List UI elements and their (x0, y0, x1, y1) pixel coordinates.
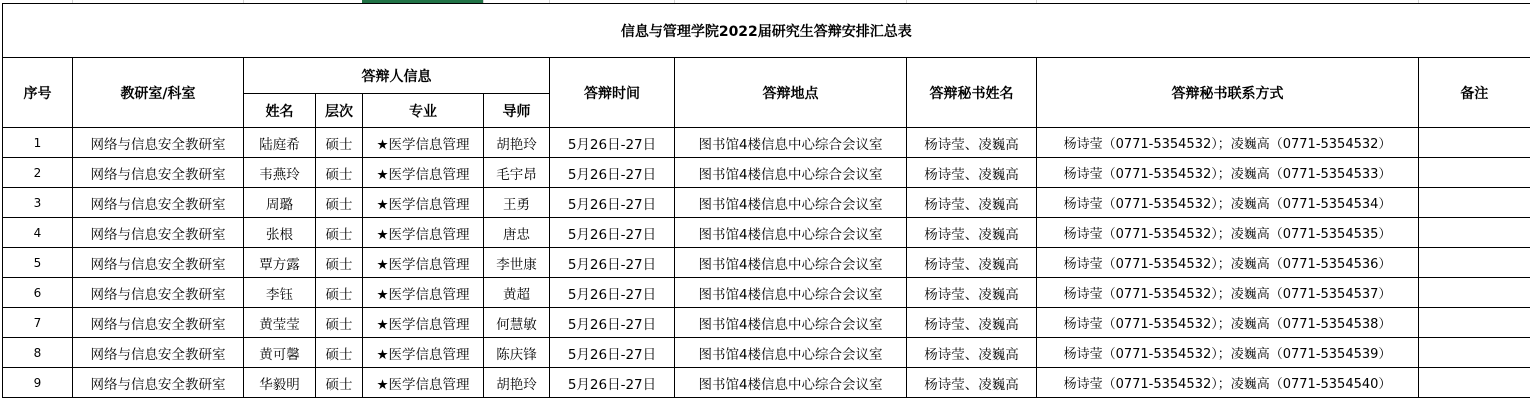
header-remark[interactable]: 备注 (1419, 58, 1530, 128)
cell-secretary[interactable]: 杨诗莹、凌巍高 (907, 218, 1037, 248)
cell-time[interactable]: 5月26日-27日 (550, 128, 675, 158)
cell-name[interactable]: 黄可馨 (244, 338, 316, 368)
cell-dept[interactable]: 网络与信息安全教研室 (73, 338, 244, 368)
cell-secretary[interactable]: 杨诗莹、凌巍高 (907, 128, 1037, 158)
header-location[interactable]: 答辩地点 (675, 58, 907, 128)
cell-remark[interactable] (1419, 338, 1530, 368)
cell-seq[interactable]: 9 (3, 368, 73, 398)
cell-dept[interactable]: 网络与信息安全教研室 (73, 278, 244, 308)
cell-level[interactable]: 硕士 (316, 128, 363, 158)
cell-secretary[interactable]: 杨诗莹、凌巍高 (907, 248, 1037, 278)
cell-secretary[interactable]: 杨诗莹、凌巍高 (907, 278, 1037, 308)
cell-level[interactable]: 硕士 (316, 308, 363, 338)
cell-location[interactable]: 图书馆4楼信息中心综合会议室 (675, 188, 907, 218)
cell-location[interactable]: 图书馆4楼信息中心综合会议室 (675, 338, 907, 368)
cell-location[interactable]: 图书馆4楼信息中心综合会议室 (675, 128, 907, 158)
cell-contact[interactable]: 杨诗莹（0771-5354532）；凌巍高（0771-5354532） (1037, 128, 1419, 158)
cell-dept[interactable]: 网络与信息安全教研室 (73, 248, 244, 278)
header-advisor[interactable]: 导师 (484, 94, 550, 128)
cell-name[interactable]: 周璐 (244, 188, 316, 218)
cell-location[interactable]: 图书馆4楼信息中心综合会议室 (675, 278, 907, 308)
cell-contact[interactable]: 杨诗莹（0771-5354532）；凌巍高（0771-5354538） (1037, 308, 1419, 338)
defense-schedule-table (2, 3, 1530, 398)
table-row (3, 248, 1530, 278)
cell-level[interactable]: 硕士 (316, 188, 363, 218)
cell-contact[interactable]: 杨诗莹（0771-5354532）；凌巍高（0771-5354539） (1037, 338, 1419, 368)
cell-contact[interactable]: 杨诗莹（0771-5354532）；凌巍高（0771-5354534） (1037, 188, 1419, 218)
cell-advisor[interactable]: 胡艳玲 (484, 368, 550, 398)
cell-name[interactable]: 张根 (244, 218, 316, 248)
cell-name[interactable]: 陆庭希 (244, 128, 316, 158)
cell-time[interactable]: 5月26日-27日 (550, 308, 675, 338)
cell-advisor[interactable]: 陈庆锋 (484, 338, 550, 368)
cell-location[interactable]: 图书馆4楼信息中心综合会议室 (675, 218, 907, 248)
table-row (3, 158, 1530, 188)
cell-seq[interactable]: 3 (3, 188, 73, 218)
cell-level[interactable]: 硕士 (316, 368, 363, 398)
header-major[interactable]: 专业 (363, 94, 484, 128)
table-row (3, 368, 1530, 398)
header-time[interactable]: 答辩时间 (550, 58, 675, 128)
cell-name[interactable]: 韦燕玲 (244, 158, 316, 188)
sheet-title[interactable]: 信息与管理学院2022届研究生答辩安排汇总表 (3, 4, 1530, 58)
table-row (3, 278, 1530, 308)
cell-advisor[interactable]: 王勇 (484, 188, 550, 218)
cell-level[interactable]: 硕士 (316, 158, 363, 188)
cell-remark[interactable] (1419, 278, 1530, 308)
cell-secretary[interactable]: 杨诗莹、凌巍高 (907, 338, 1037, 368)
cell-time[interactable]: 5月26日-27日 (550, 278, 675, 308)
header-dept[interactable]: 教研室/科室 (73, 58, 244, 128)
cell-remark[interactable] (1419, 188, 1530, 218)
cell-contact[interactable]: 杨诗莹（0771-5354532）；凌巍高（0771-5354536） (1037, 248, 1419, 278)
table-row (3, 338, 1530, 368)
cell-remark[interactable] (1419, 248, 1530, 278)
cell-remark[interactable] (1419, 128, 1530, 158)
header-name[interactable]: 姓名 (244, 94, 316, 128)
cell-location[interactable]: 图书馆4楼信息中心综合会议室 (675, 368, 907, 398)
cell-dept[interactable]: 网络与信息安全教研室 (73, 308, 244, 338)
table-row (3, 128, 1530, 158)
cell-dept[interactable]: 网络与信息安全教研室 (73, 368, 244, 398)
header-defender-info[interactable]: 答辩人信息 (244, 58, 550, 94)
cell-dept[interactable]: 网络与信息安全教研室 (73, 158, 244, 188)
cell-secretary[interactable]: 杨诗莹、凌巍高 (907, 158, 1037, 188)
cell-advisor[interactable]: 胡艳玲 (484, 128, 550, 158)
cell-major[interactable]: ★医学信息管理 (363, 368, 484, 398)
cell-seq[interactable]: 4 (3, 218, 73, 248)
cell-advisor[interactable]: 毛宇昂 (484, 158, 550, 188)
cell-major[interactable]: ★医学信息管理 (363, 248, 484, 278)
cell-major[interactable]: ★医学信息管理 (363, 158, 484, 188)
cell-remark[interactable] (1419, 218, 1530, 248)
cell-advisor[interactable]: 黄超 (484, 278, 550, 308)
cell-time[interactable]: 5月26日-27日 (550, 248, 675, 278)
cell-level[interactable]: 硕士 (316, 218, 363, 248)
cell-level[interactable]: 硕士 (316, 278, 363, 308)
header-level[interactable]: 层次 (316, 94, 363, 128)
cell-seq[interactable]: 6 (3, 278, 73, 308)
header-contact[interactable]: 答辩秘书联系方式 (1037, 58, 1419, 128)
table-row (3, 188, 1530, 218)
cell-time[interactable]: 5月26日-27日 (550, 368, 675, 398)
cell-advisor[interactable]: 唐忠 (484, 218, 550, 248)
cell-contact[interactable]: 杨诗莹（0771-5354532）；凌巍高（0771-5354535） (1037, 218, 1419, 248)
cell-major[interactable]: ★医学信息管理 (363, 338, 484, 368)
cell-advisor[interactable]: 何慧敏 (484, 308, 550, 338)
header-seq[interactable]: 序号 (3, 58, 73, 128)
cell-advisor[interactable]: 李世康 (484, 248, 550, 278)
cell-secretary[interactable]: 杨诗莹、凌巍高 (907, 368, 1037, 398)
cell-dept[interactable]: 网络与信息安全教研室 (73, 218, 244, 248)
cell-major[interactable]: ★医学信息管理 (363, 308, 484, 338)
cell-time[interactable]: 5月26日-27日 (550, 218, 675, 248)
cell-seq[interactable]: 2 (3, 158, 73, 188)
cell-name[interactable]: 黄莹莹 (244, 308, 316, 338)
cell-name[interactable]: 覃方露 (244, 248, 316, 278)
cell-location[interactable]: 图书馆4楼信息中心综合会议室 (675, 158, 907, 188)
header-secretary[interactable]: 答辩秘书姓名 (907, 58, 1037, 128)
cell-remark[interactable] (1419, 368, 1530, 398)
cell-dept[interactable]: 网络与信息安全教研室 (73, 188, 244, 218)
cell-location[interactable]: 图书馆4楼信息中心综合会议室 (675, 248, 907, 278)
cell-time[interactable]: 5月26日-27日 (550, 188, 675, 218)
cell-secretary[interactable]: 杨诗莹、凌巍高 (907, 188, 1037, 218)
cell-seq[interactable]: 8 (3, 338, 73, 368)
cell-contact[interactable]: 杨诗莹（0771-5354532）；凌巍高（0771-5354540） (1037, 368, 1419, 398)
cell-contact[interactable]: 杨诗莹（0771-5354532）；凌巍高（0771-5354537） (1037, 278, 1419, 308)
cell-name[interactable]: 华毅明 (244, 368, 316, 398)
cell-location[interactable]: 图书馆4楼信息中心综合会议室 (675, 308, 907, 338)
cell-secretary[interactable]: 杨诗莹、凌巍高 (907, 308, 1037, 338)
cell-level[interactable]: 硕士 (316, 338, 363, 368)
cell-seq[interactable]: 7 (3, 308, 73, 338)
table-row (3, 308, 1530, 338)
cell-major[interactable]: ★医学信息管理 (363, 278, 484, 308)
cell-level[interactable]: 硕士 (316, 248, 363, 278)
cell-major[interactable]: ★医学信息管理 (363, 188, 484, 218)
cell-seq[interactable]: 1 (3, 128, 73, 158)
cell-time[interactable]: 5月26日-27日 (550, 338, 675, 368)
cell-remark[interactable] (1419, 308, 1530, 338)
cell-major[interactable]: ★医学信息管理 (363, 218, 484, 248)
cell-major[interactable]: ★医学信息管理 (363, 128, 484, 158)
cell-name[interactable]: 李钰 (244, 278, 316, 308)
cell-time[interactable]: 5月26日-27日 (550, 158, 675, 188)
cell-contact[interactable]: 杨诗莹（0771-5354532）；凌巍高（0771-5354533） (1037, 158, 1419, 188)
table-row (3, 218, 1530, 248)
cell-dept[interactable]: 网络与信息安全教研室 (73, 128, 244, 158)
cell-seq[interactable]: 5 (3, 248, 73, 278)
cell-remark[interactable] (1419, 158, 1530, 188)
